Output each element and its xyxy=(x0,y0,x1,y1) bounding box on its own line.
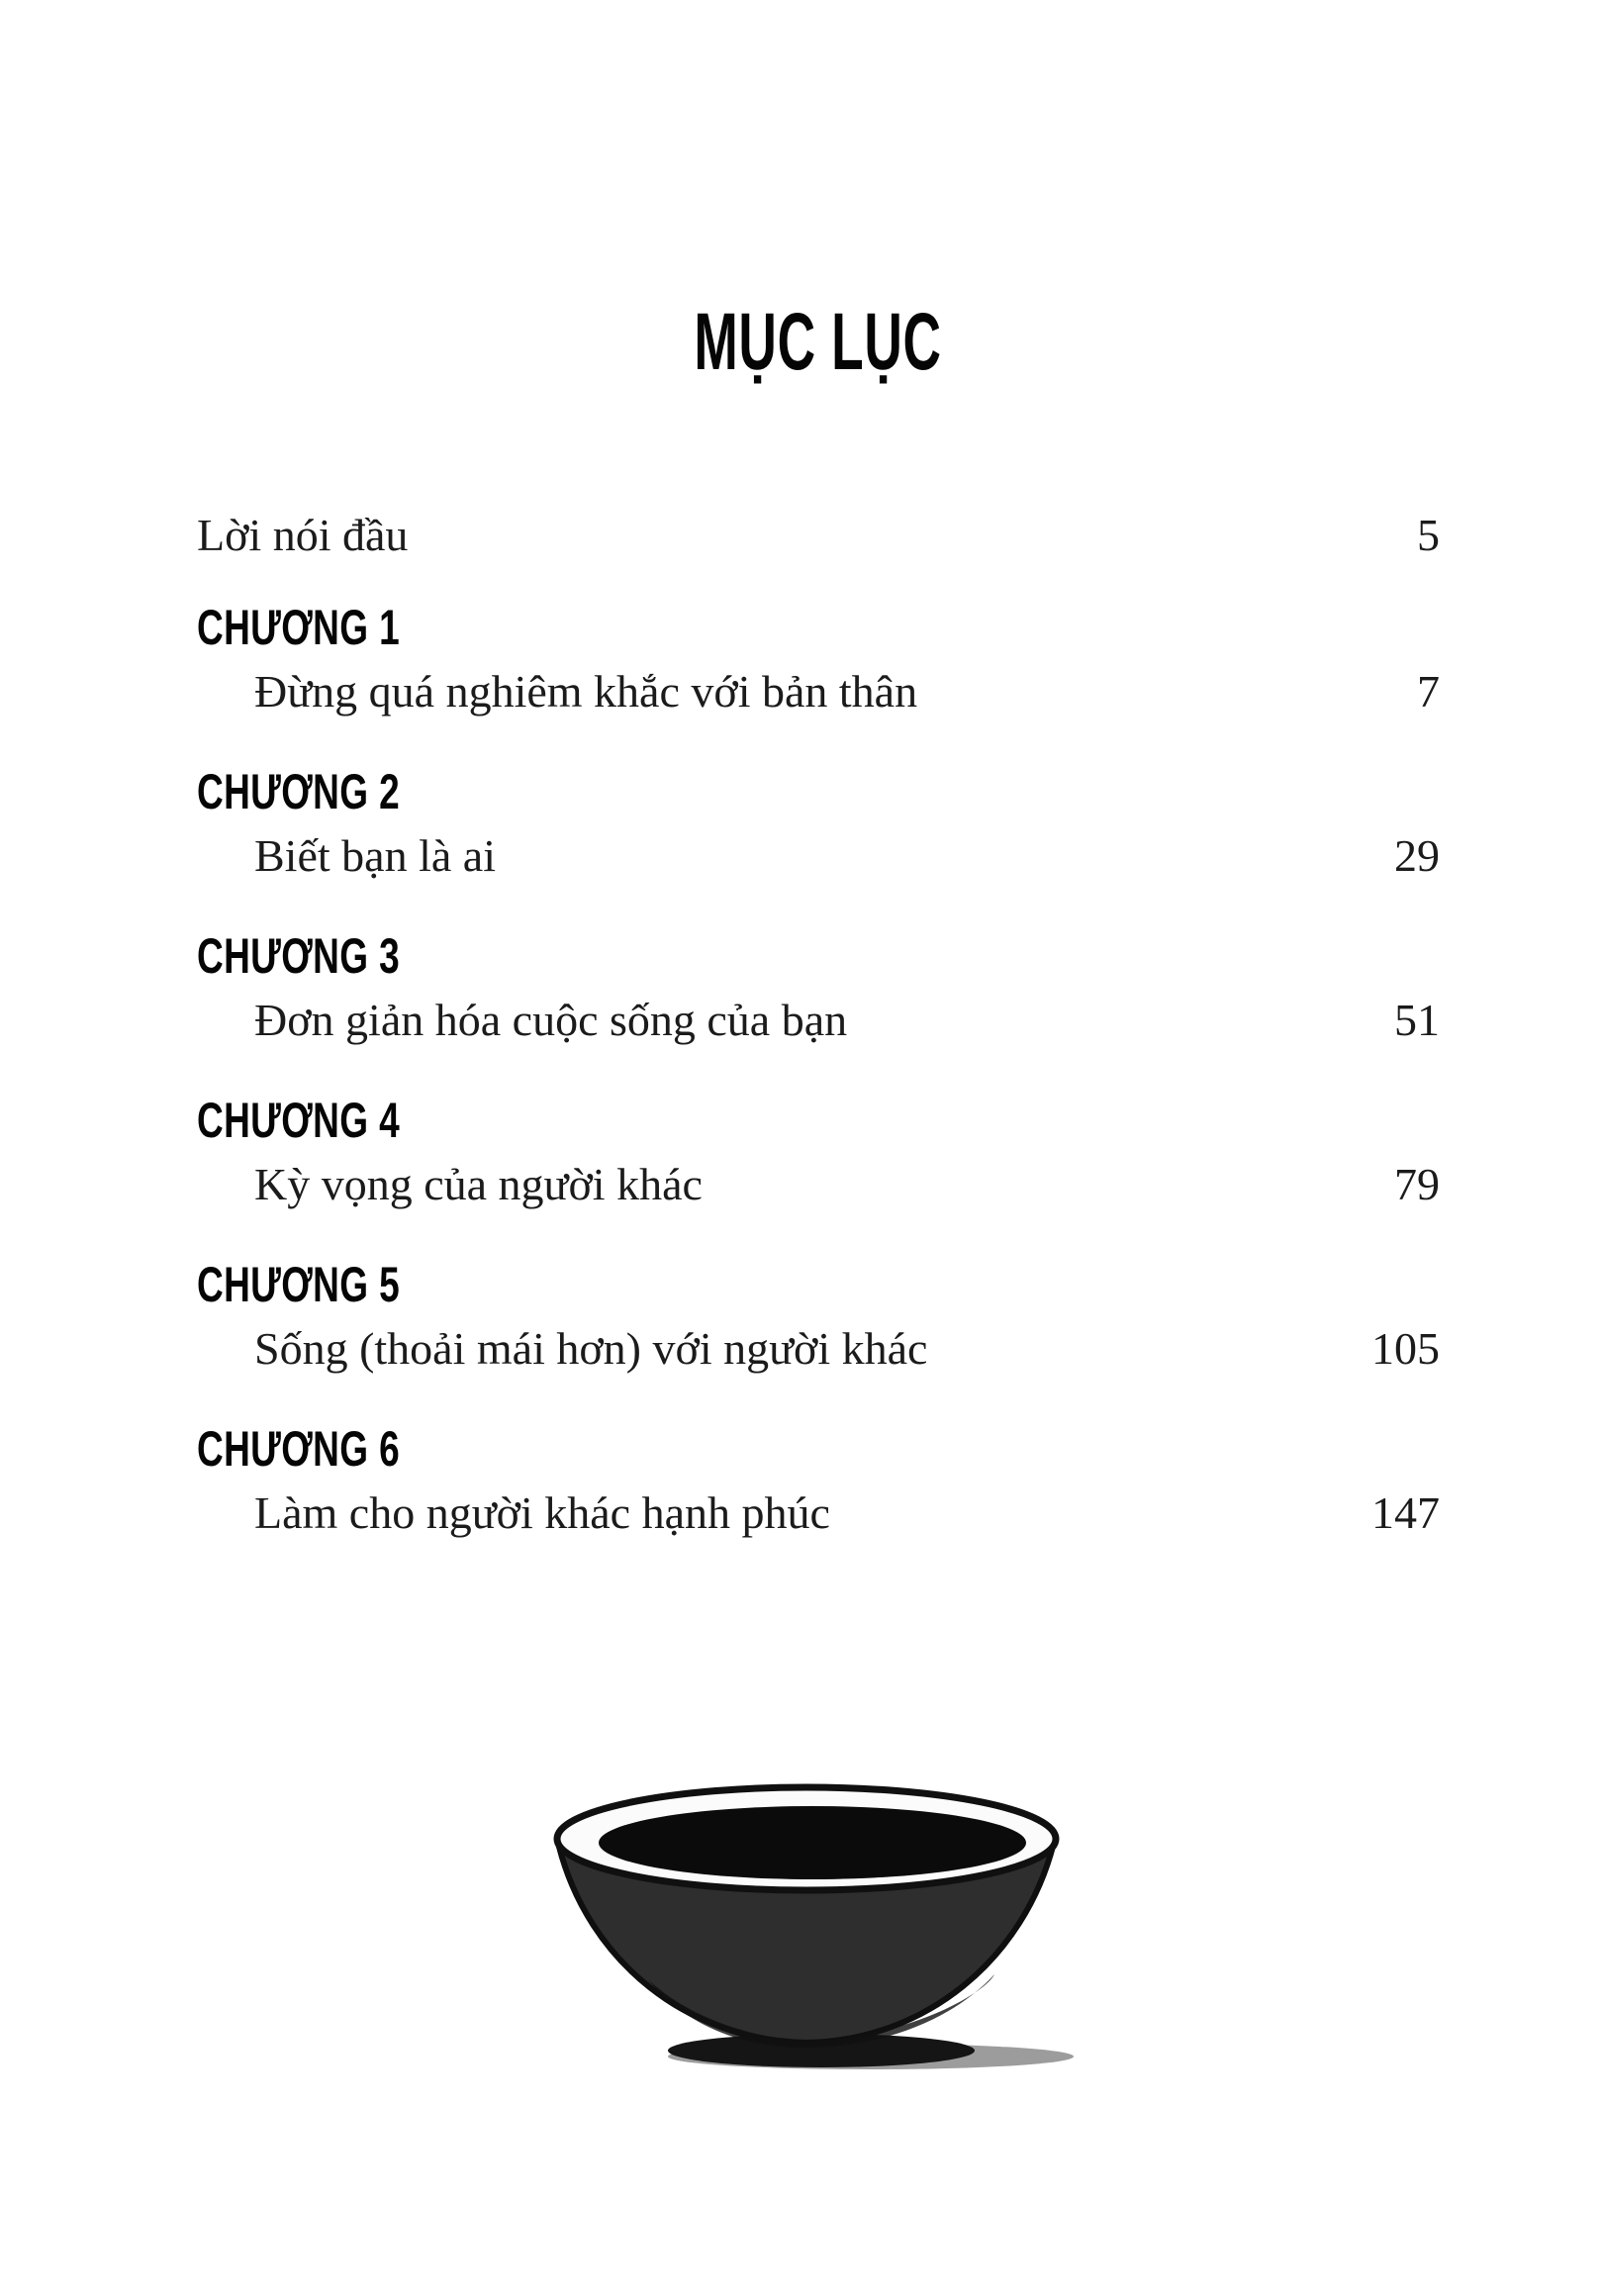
entry-page-number: 79 xyxy=(1394,1159,1440,1209)
page-title xyxy=(197,297,1440,388)
chapter-heading xyxy=(197,1421,1440,1477)
chapter-heading-text: CHƯƠNG 5 xyxy=(197,1257,401,1312)
toc-entry xyxy=(197,663,1440,720)
chapter-heading-text: CHƯƠNG 6 xyxy=(197,1421,401,1477)
toc-entry-preface xyxy=(197,507,1440,564)
entry-label: Đơn giản hóa cuộc sống của bạn xyxy=(254,995,848,1045)
bowl-illustration xyxy=(529,1781,1084,2093)
entry-page-number: 51 xyxy=(1394,995,1440,1045)
entry-label: Biết bạn là ai xyxy=(254,830,496,881)
entry-label: Đừng quá nghiêm khắc với bản thân xyxy=(254,666,918,717)
chapter-heading xyxy=(197,928,1440,984)
chapter-heading xyxy=(197,1257,1440,1312)
page-title-text: MỤC LỤC xyxy=(694,297,943,387)
toc-entry xyxy=(197,827,1440,885)
bowl-ink-drawing-svg xyxy=(529,1781,1084,2093)
entry-page-number: 7 xyxy=(1417,666,1440,717)
entry-label: Lời nói đầu xyxy=(197,510,409,560)
toc-entry xyxy=(197,1320,1440,1378)
chapter-heading xyxy=(197,1093,1440,1148)
entry-page-number: 5 xyxy=(1417,510,1440,560)
toc-chapter-1 xyxy=(197,600,1440,720)
table-of-contents xyxy=(197,507,1440,1585)
toc-chapter-4 xyxy=(197,1093,1440,1213)
entry-label: Làm cho người khác hạnh phúc xyxy=(254,1487,830,1538)
entry-page-number: 147 xyxy=(1371,1487,1440,1538)
entry-page-number: 29 xyxy=(1394,830,1440,881)
toc-chapter-3 xyxy=(197,928,1440,1049)
entry-label: Kỳ vọng của người khác xyxy=(254,1159,703,1209)
entry-page-number: 105 xyxy=(1371,1323,1440,1374)
toc-entry xyxy=(197,992,1440,1049)
toc-entry xyxy=(197,1484,1440,1542)
toc-entry xyxy=(197,1156,1440,1213)
toc-chapter-2 xyxy=(197,764,1440,885)
chapter-heading-text: CHƯƠNG 2 xyxy=(197,764,401,819)
chapter-heading-text: CHƯƠNG 4 xyxy=(197,1093,401,1148)
entry-label: Sống (thoải mái hơn) với người khác xyxy=(254,1323,928,1374)
chapter-heading xyxy=(197,600,1440,655)
toc-chapter-6 xyxy=(197,1421,1440,1542)
toc-chapter-5 xyxy=(197,1257,1440,1378)
bowl-interior xyxy=(599,1806,1026,1879)
chapter-heading xyxy=(197,764,1440,819)
chapter-heading-text: CHƯƠNG 3 xyxy=(197,928,401,984)
chapter-heading-text: CHƯƠNG 1 xyxy=(197,600,401,655)
